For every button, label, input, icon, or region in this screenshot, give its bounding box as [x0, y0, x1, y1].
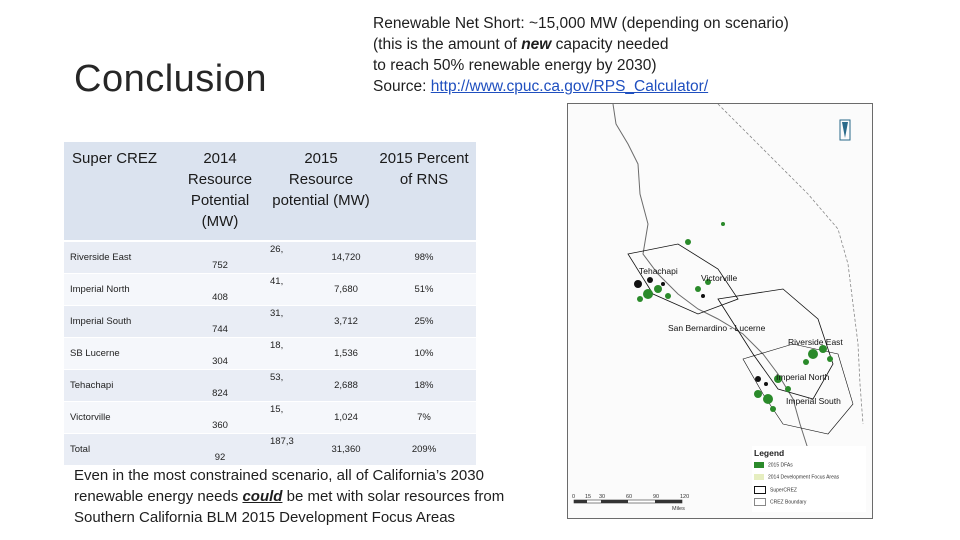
table-row — [64, 338, 476, 370]
cell-2014-potential: 304 — [170, 338, 270, 370]
dfa-north-2 — [721, 222, 725, 226]
cell-2014-potential: 360 — [170, 402, 270, 434]
cell-super-crez: Imperial North — [64, 274, 170, 306]
legend-item-2014-dfa — [754, 474, 839, 480]
conclusion-post: be met with solar resources from Southern California BLM 2015 Development Focus Areas — [74, 488, 505, 526]
crez-boundary-c — [743, 344, 853, 434]
cell-2015-potential-a: 18, — [270, 338, 320, 370]
conclusion-emphasis: could — [242, 488, 283, 505]
top-note-line2-post: capacity needed — [551, 36, 669, 53]
dfa-imperial-s-1 — [763, 394, 773, 404]
legend-item-label: SuperCREZ — [770, 487, 797, 494]
cell-super-crez: Imperial South — [64, 306, 170, 338]
legend-swatch — [754, 498, 766, 506]
cell-2015-potential-b: 1,536 — [320, 338, 372, 370]
cell-2015-potential-b: 31,360 — [320, 434, 372, 466]
crez-feature-5 — [755, 376, 761, 382]
cell-2015-percent: 25% — [372, 306, 476, 338]
scale-bar-graphic — [572, 490, 692, 510]
label-riverside-east: Riverside East — [788, 337, 843, 347]
top-note-line2-pre: (this is the amount of — [373, 36, 522, 53]
top-note-line1: Renewable Net Short: ~15,000 MW (depending on scenario) — [373, 15, 789, 32]
dfa-riverside-1 — [808, 349, 818, 359]
top-note — [373, 13, 843, 97]
cell-2015-percent: 18% — [372, 370, 476, 402]
cell-2015-potential-a: 187,3 — [270, 434, 320, 466]
cell-2014-potential: 92 — [170, 434, 270, 466]
cell-2014-potential: 824 — [170, 370, 270, 402]
conclusion-text — [74, 465, 544, 528]
cell-2015-percent: 98% — [372, 241, 476, 274]
scale-tick-label: 0 — [572, 494, 576, 500]
top-note-emphasis: new — [521, 36, 552, 53]
resource-table — [64, 142, 476, 466]
dfa-north-1 — [685, 239, 691, 245]
cell-2015-potential-b: 1,024 — [320, 402, 372, 434]
table-row — [64, 402, 476, 434]
cell-2014-potential: 744 — [170, 306, 270, 338]
cell-2015-potential-b: 14,720 — [320, 241, 372, 274]
cell-super-crez: Tehachapi — [64, 370, 170, 402]
legend-item-2015-dfa — [754, 462, 793, 468]
legend-item-label: 2015 DFAs — [768, 462, 793, 469]
source-link[interactable]: http://www.cpuc.ca.gov/RPS_Calculator/ — [430, 78, 709, 95]
dfa-tehachapi-1 — [643, 289, 653, 299]
dfa-riverside-4 — [827, 356, 833, 362]
label-imperial-south: Imperial South — [786, 396, 841, 406]
scale-tick-label: 60 — [626, 494, 633, 500]
table-body — [64, 241, 476, 466]
crez-feature-1 — [634, 280, 642, 288]
label-imperial-north: Imperial North — [776, 372, 830, 382]
dfa-tehachapi-3 — [637, 296, 643, 302]
table-row — [64, 274, 476, 306]
cell-2015-potential-a: 31, — [270, 306, 320, 338]
top-note-line3: to reach 50% renewable energy by 2030) — [373, 57, 657, 74]
header-super-crez: Super CREZ — [64, 142, 170, 241]
crez-feature-2 — [647, 277, 653, 283]
cell-super-crez: Total — [64, 434, 170, 466]
dfa-victorville-1 — [695, 286, 701, 292]
table-row — [64, 241, 476, 274]
crez-feature-3 — [661, 282, 665, 286]
cell-2015-potential-a: 15, — [270, 402, 320, 434]
conclusion-pre: Even in the most constrained scenario, all of California’s 2030 renewable energy needs — [74, 467, 484, 505]
legend-swatch — [754, 474, 764, 480]
legend-item-supercrez — [754, 486, 797, 494]
cell-2015-percent: 209% — [372, 434, 476, 466]
crez-feature-4 — [701, 294, 705, 298]
crez-feature-6 — [764, 382, 768, 386]
legend-item-label: CREZ Boundary — [770, 499, 807, 506]
cell-2015-potential-a: 26, — [270, 241, 320, 274]
table-header-row — [64, 142, 476, 241]
top-note-source — [373, 76, 843, 97]
scale-unit: Miles — [672, 506, 685, 510]
legend-item-crez-boundary — [754, 498, 806, 506]
page-title: Conclusion — [74, 58, 267, 100]
dfa-imperial-s-3 — [770, 406, 776, 412]
header-2015-percent: 2015 Percent of RNS — [372, 142, 476, 241]
cell-super-crez: Victorville — [64, 402, 170, 434]
legend-title: Legend — [754, 448, 785, 458]
cell-2015-potential-b: 2,688 — [320, 370, 372, 402]
table-row — [64, 434, 476, 466]
header-2015-potential: 2015 Resource potential (MW) — [270, 142, 372, 241]
cell-super-crez: SB Lucerne — [64, 338, 170, 370]
label-victorville: Victorville — [701, 273, 738, 283]
cell-2015-potential-b: 3,712 — [320, 306, 372, 338]
scale-tick-label: 30 — [599, 494, 606, 500]
cell-super-crez: Riverside East — [64, 241, 170, 274]
dfa-tehachapi-2 — [654, 285, 662, 293]
cell-2015-potential-a: 53, — [270, 370, 320, 402]
map-legend — [752, 446, 866, 512]
label-tehachapi: Tehachapi — [639, 266, 678, 276]
north-arrow-icon — [840, 120, 850, 140]
dfa-imperial-s-2 — [754, 390, 762, 398]
legend-swatch — [754, 486, 766, 494]
top-note-line2 — [373, 34, 843, 55]
dfa-riverside-3 — [803, 359, 809, 365]
legend-swatch — [754, 462, 764, 468]
source-label: Source: — [373, 78, 431, 95]
cell-2014-potential: 408 — [170, 274, 270, 306]
legend-item-label: 2014 Development Focus Areas — [768, 474, 840, 481]
scale-tick-label: 90 — [653, 494, 660, 500]
dfa-tehachapi-4 — [665, 293, 671, 299]
table-row — [64, 306, 476, 338]
label-sb-lucerne: San Bernardino - Lucerne — [668, 323, 766, 333]
header-2014-potential: 2014 Resource Potential (MW) — [170, 142, 270, 241]
cell-2015-percent: 51% — [372, 274, 476, 306]
scale-tick-label: 15 — [585, 494, 592, 500]
cell-2015-potential-b: 7,680 — [320, 274, 372, 306]
map-scale-bar — [572, 490, 692, 510]
scale-tick-label: 120 — [680, 494, 690, 500]
cell-2014-potential: 752 — [170, 241, 270, 274]
table-row — [64, 370, 476, 402]
dfa-imperial-n-2 — [785, 386, 791, 392]
dfa-clusters — [637, 222, 833, 412]
cell-2015-percent: 7% — [372, 402, 476, 434]
cell-2015-potential-a: 41, — [270, 274, 320, 306]
cell-2015-percent: 10% — [372, 338, 476, 370]
